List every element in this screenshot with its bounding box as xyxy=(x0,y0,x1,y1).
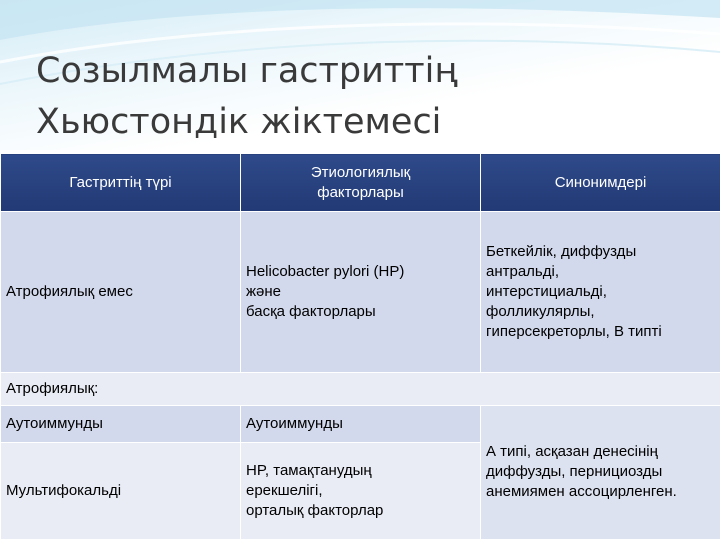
synonym-line: анемиямен ассоцирленген. xyxy=(486,483,677,501)
etiology-line: Helicobacter pylori (HP) xyxy=(246,262,405,280)
synonym-line: Беткейлік, диффузды xyxy=(486,242,637,260)
title-line-2: Хьюстондік жіктемесі xyxy=(36,102,442,142)
synonym-line: фолликулярлы, xyxy=(486,302,595,320)
etiology-line: басқа факторлары xyxy=(246,302,376,320)
etiology-line: HP, тамақтанудың xyxy=(246,461,372,479)
cell-type: Аутоиммунды xyxy=(1,405,241,442)
header-etiology xyxy=(241,154,481,212)
synonym-line: А типі, асқазан денесінің xyxy=(486,443,658,461)
synonym-line: гиперсекреторлы, В типті xyxy=(486,322,662,340)
cell-etiology: Аутоиммунды xyxy=(241,405,481,442)
synonym-line: диффузды, пернициозды xyxy=(486,463,663,481)
table-header-row xyxy=(1,154,720,212)
etiology-line: орталық факторлар xyxy=(246,501,384,519)
table-row xyxy=(1,405,720,442)
etiology-line: және xyxy=(246,282,282,300)
table-row xyxy=(1,212,720,372)
header-etiology-line-2: факторлары xyxy=(317,183,404,201)
section-row xyxy=(1,372,720,405)
cell-etiology xyxy=(241,212,481,372)
slide-title xyxy=(36,46,458,148)
cell-type: Атрофиялық емес xyxy=(1,212,241,372)
section-label: Атрофиялық: xyxy=(1,372,720,405)
cell-type: Мультифокальді xyxy=(1,442,241,539)
etiology-line: ерекшелігі, xyxy=(246,481,323,499)
header-type: Гастриттің түрі xyxy=(1,154,241,212)
header-etiology-line-1: Этиологиялық xyxy=(310,163,411,181)
cell-etiology xyxy=(241,442,481,539)
synonym-line: антральді, xyxy=(486,262,560,280)
classification-table xyxy=(0,153,720,540)
cell-synonyms xyxy=(481,212,720,372)
synonym-line: интерстициальді, xyxy=(486,282,607,300)
cell-atrophic-synonyms xyxy=(481,405,720,539)
header-synonyms: Синонимдері xyxy=(481,154,720,212)
title-line-1: Созылмалы гастриттің xyxy=(36,51,458,91)
